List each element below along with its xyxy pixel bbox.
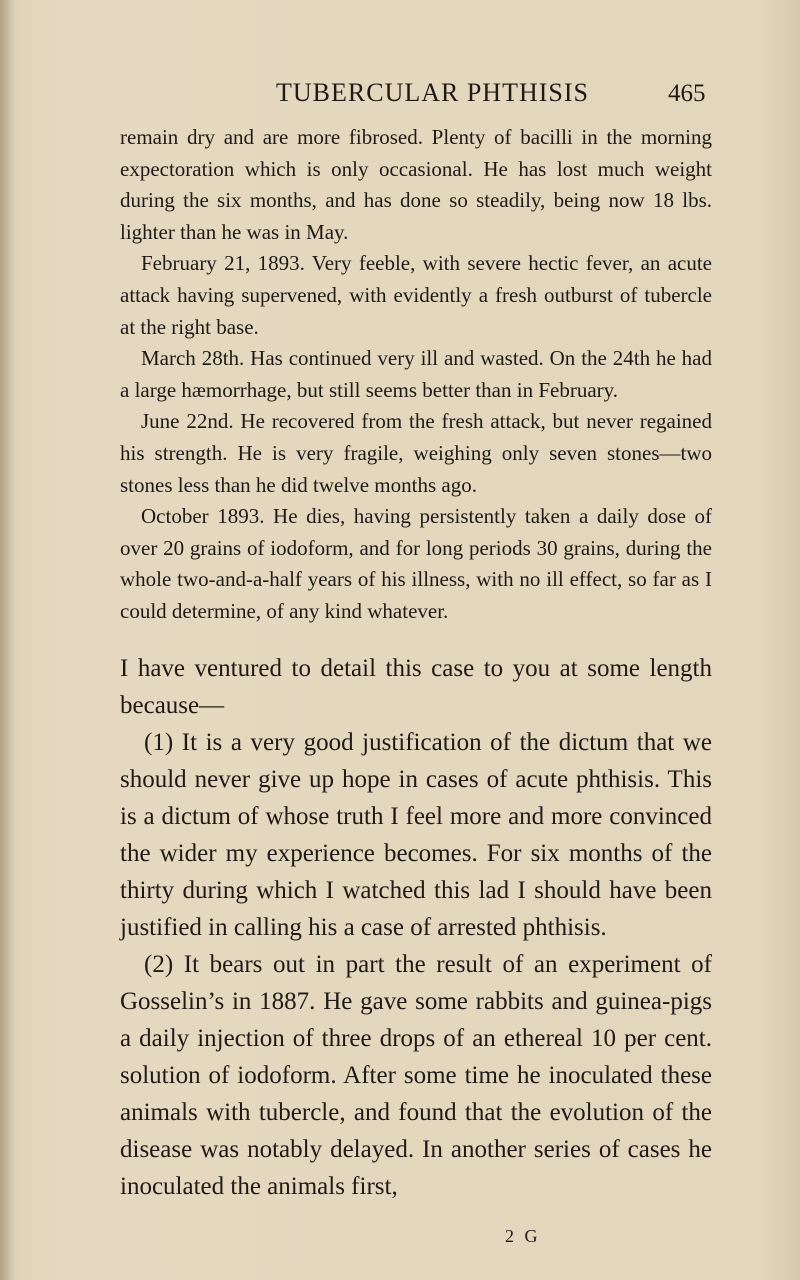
running-title: TUBERCULAR PHTHISIS bbox=[276, 78, 589, 107]
running-head bbox=[0, 78, 800, 112]
case-note-paragraph: March 28th. Has continued very ill and wasted. On the 24th he had a large hæmorrhage, but still seems better than in February. bbox=[120, 346, 712, 402]
spine-shadow bbox=[0, 0, 14, 1280]
body-text bbox=[120, 122, 712, 1205]
discussion-paragraph: I have ventured to detail this case to you at some length because— bbox=[120, 654, 712, 719]
case-note-paragraph: October 1893. He dies, having persistently taken a daily dose of over 20 grains of iodoform, and for long periods 30 grains, during the whole two-and-a-half years of his illness, with no ill effect, so far as I could determine, of any kind whatever. bbox=[120, 504, 712, 623]
discussion-paragraph: (2) It bears out in part the result of an experiment of Gosselin’s in 1887. He gave some rabbits and guinea-pigs a daily injection of three drops of an ethereal 10 per cent. solution of iodoform. After some time he inoculated these animals with tubercle, and found that the evolution of the disease was notably delayed. In another series of cases he inoculated the animals first, bbox=[120, 950, 712, 1200]
case-note-paragraph: remain dry and are more fibrosed. Plenty of bacilli in the morning expectoration which is only occasional. He has lost much weight during the six months, and has done so steadily, being now 18 lbs. lighter than he was in May. bbox=[120, 125, 712, 244]
discussion bbox=[120, 650, 712, 1205]
case-note-paragraph: June 22nd. He recovered from the fresh attack, but never regained his strength. He is very fragile, weighing only seven stones—two stones less than he did twelve months ago. bbox=[120, 409, 712, 497]
discussion-paragraph: (1) It is a very good justification of the dictum that we should never give up hope in cases of acute phthisis. This is a dictum of whose truth I feel more and more convinced the wider my experience becomes. For six months of the thirty during which I watched this lad I should have been justified in calling his a case of arrested phthisis. bbox=[120, 728, 712, 941]
page-number: 465 bbox=[668, 80, 706, 107]
case-note-paragraph: February 21, 1893. Very feeble, with severe hectic fever, an acute attack having supervened, with evidently a fresh outburst of tubercle at the right base. bbox=[120, 251, 712, 339]
signature-mark: 2 G bbox=[505, 1226, 541, 1246]
case-notes bbox=[120, 122, 712, 628]
